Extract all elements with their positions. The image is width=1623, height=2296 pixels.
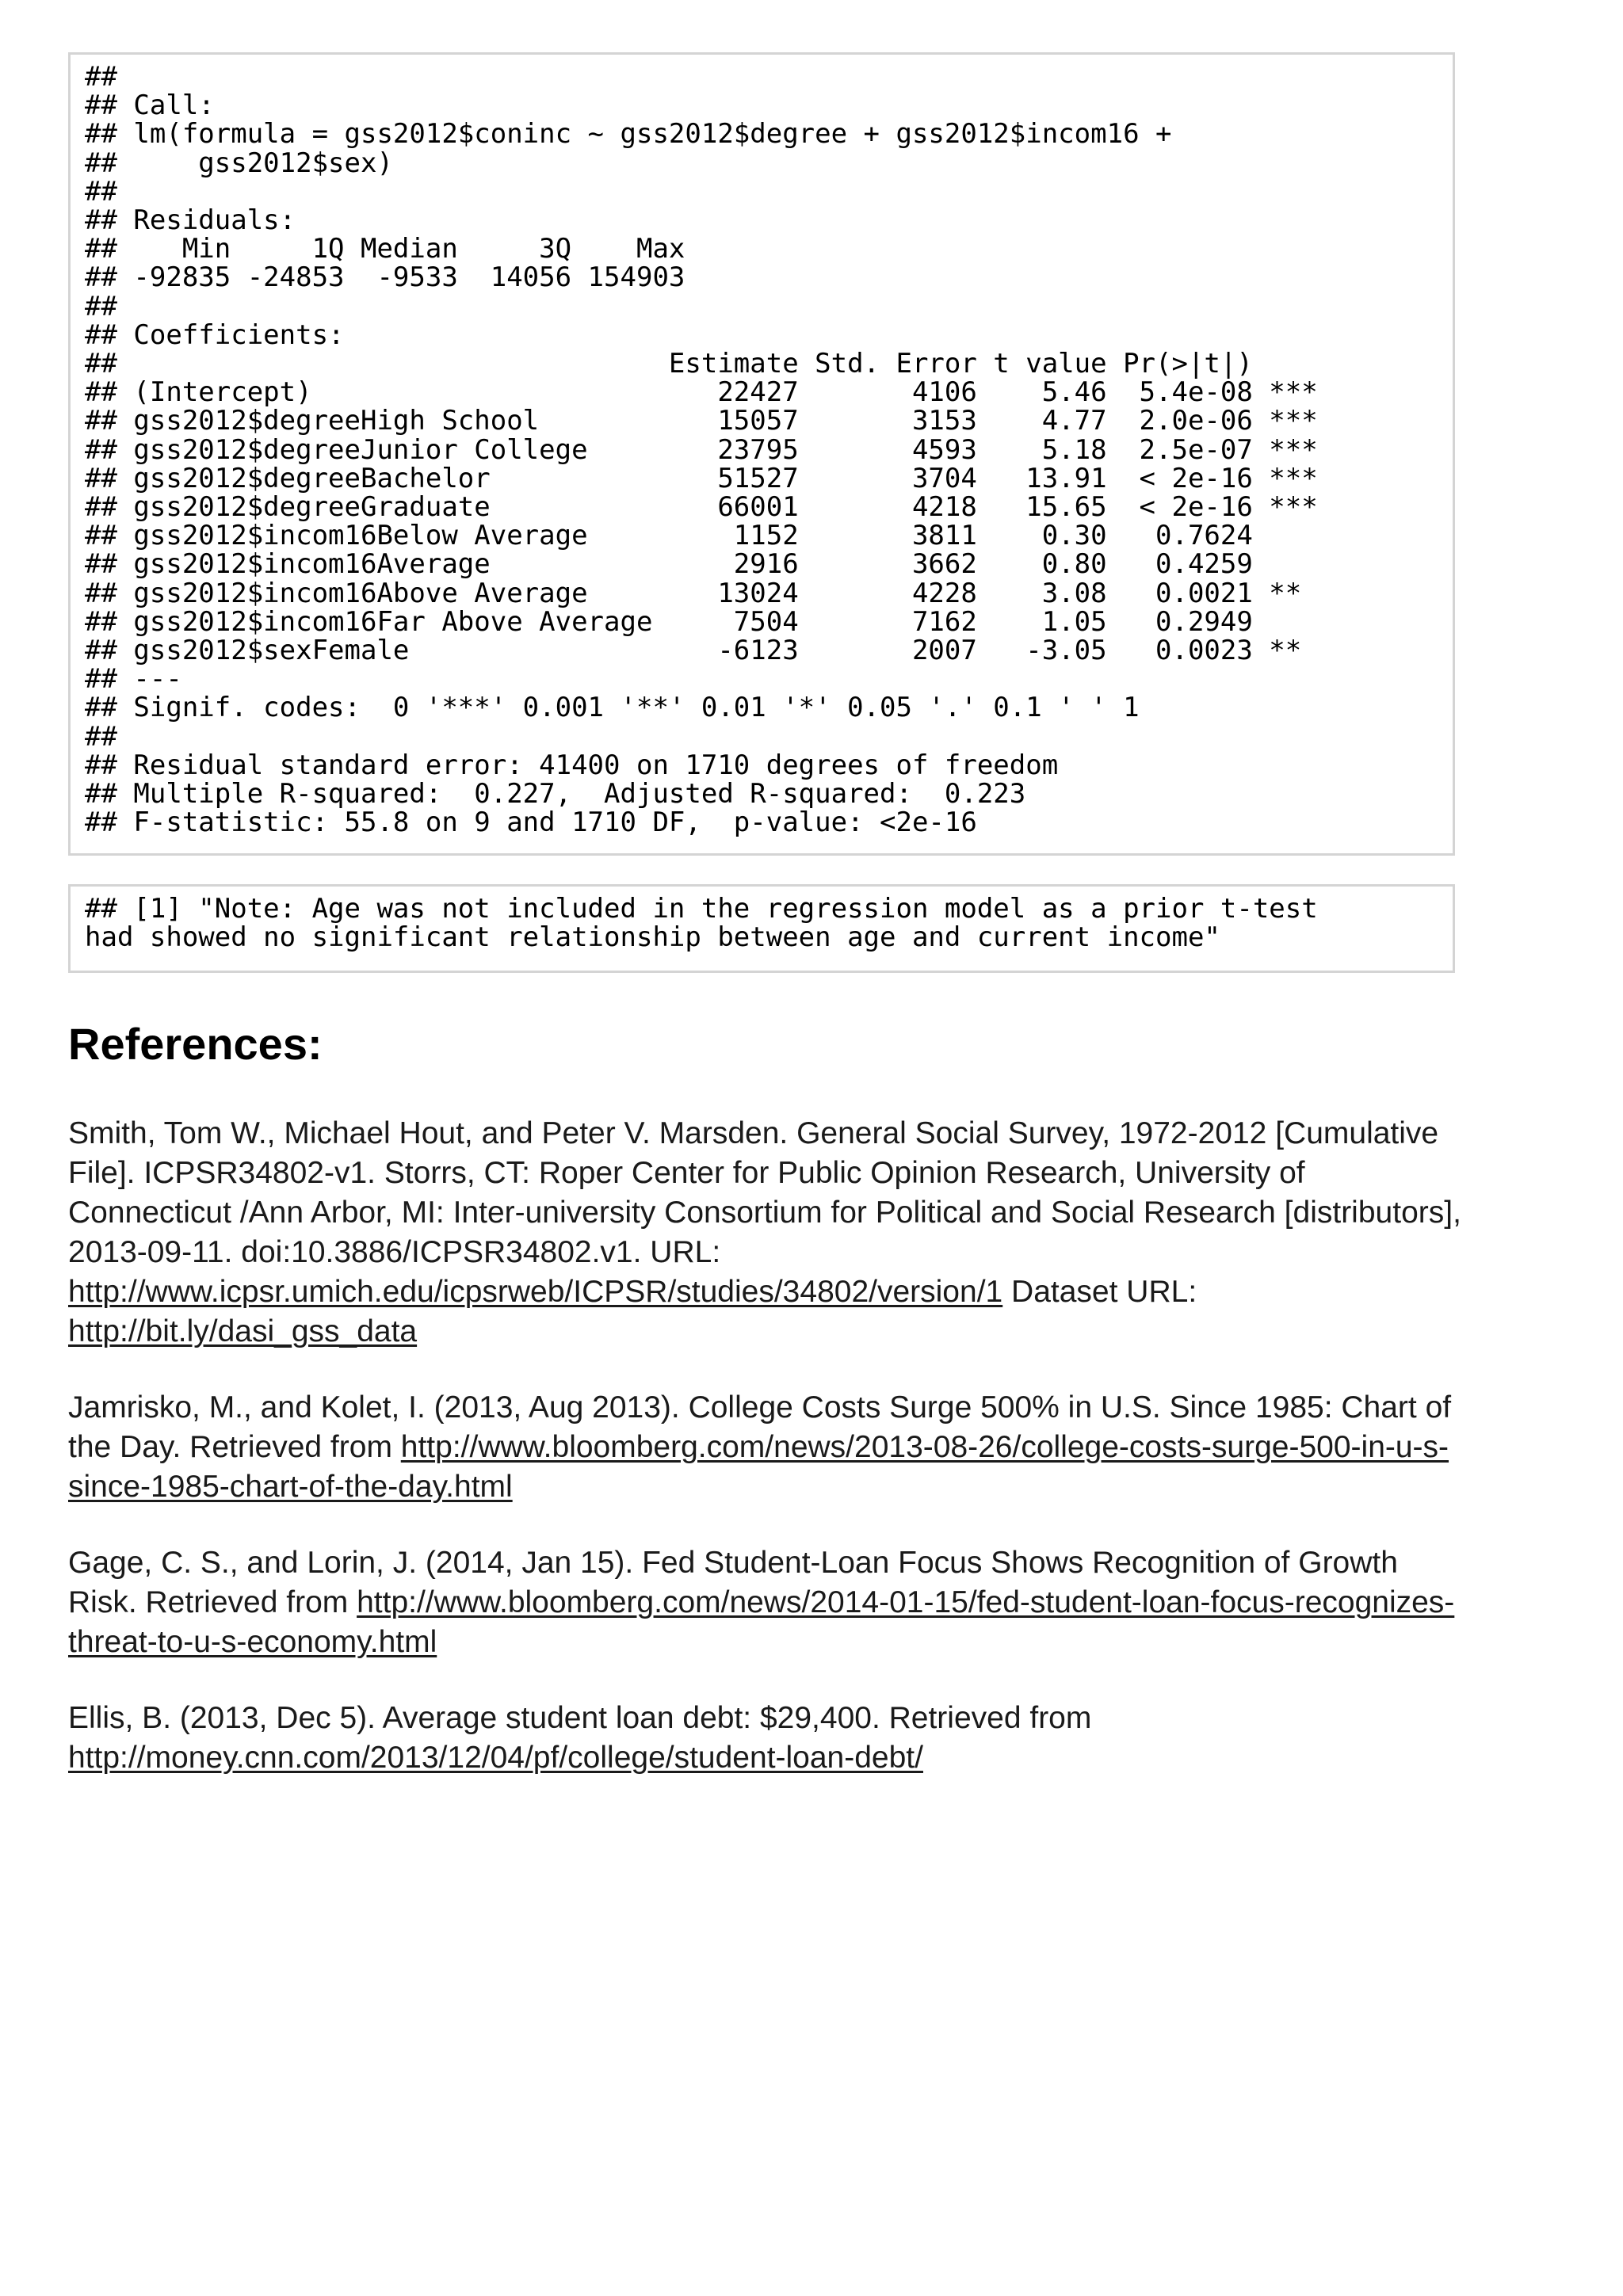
reference-text: Jamrisko, M., and Kolet, I. (2013, Aug 2013). College Costs Surge 500% in U.S. Since 1985: Chart of the Day. Retrieved from: [68, 1390, 1452, 1464]
reference-link-dataset[interactable]: http://bit.ly/dasi_gss_data: [68, 1314, 418, 1348]
reference-link-icpsr[interactable]: http://www.icpsr.umich.edu/icpsrweb/ICPSR/studies/34802/version/1: [68, 1275, 1003, 1309]
reference-text: Dataset URL:: [1002, 1275, 1197, 1309]
reference-ellis: [68, 1699, 1463, 1778]
reference-text: Ellis, B. (2013, Dec 5). Average student loan debt: $29,400. Retrieved from: [68, 1701, 1092, 1735]
reference-link-bloomberg-college-costs[interactable]: http://www.bloomberg.com/news/2013-08-26/college-costs-surge-500-in-u-s-since-1985-chart-of-the-day.html: [68, 1430, 1449, 1504]
document-page: [68, 52, 1461, 1814]
note-output-block: [68, 884, 1455, 973]
regression-output-text: ## ## Call: ## lm(formula = gss2012$coninc ~ gss2012$degree + gss2012$incom16 + ## gss2012$sex) ## ## Residuals: ## Min 1Q Median 3Q Max ## -92835 -24853 -9533 14056 154903 ## ## Coefficients: ## Estimate Std. Error t value Pr(>|t|) ## (Intercept) 22427 4106 5.46 5.4e-08 *** ## gss2012$degreeHigh School 15057 3153 4.77 2.0e-06 *** ## gss2012$degreeJunior College 23795 4593 5.18 2.5e-07 *** ## gss2012$degreeBachelor 51527 3704 13.91 < 2e-16 *** ## gss2012$degreeGraduate 66001 4218 15.65 < 2e-16 *** ## gss2012$incom16Below Average 1152 3811 0.30 0.7624 ## gss2012$incom16Average 2916 3662 0.80 0.4259 ## gss2012$incom16Above Average 13024 4228 3.08 0.0021 ** ## gss2012$incom16Far Above Average 7504 7162 1.05 0.2949 ## gss2012$sexFemale -6123 2007 -3.05 0.0023 ** ## --- ## Signif. codes: 0 '***' 0.001 '**' 0.01 '*' 0.05 '.' 0.1 ' ' 1 ## ## Residual standard error: 41400 on 1710 degrees of freedom ## Multiple R-squared: 0.227, Adjusted R-squared: 0.223 ## F-statistic: 55.8 on 9 and 1710 DF, p-value: <2e-16: [85, 61, 1318, 839]
reference-text: Gage, C. S., and Lorin, J. (2014, Jan 15). Fed Student-Loan Focus Shows Recognition of Growth Risk. Retrieved from: [68, 1546, 1398, 1619]
reference-text: Smith, Tom W., Michael Hout, and Peter V. Marsden. General Social Survey, 1972-2012 [Cumulative File]. ICPSR34802-v1. Storrs, CT: Roper Center for Public Opinion Research, University of Connecticut /Ann Arbor, MI: Inter-university Consortium for Political and Social Research [distributors], 2013-09-11. doi:10.3886/ICPSR34802.v1. URL:: [68, 1116, 1461, 1269]
reference-jamrisko: [68, 1388, 1463, 1507]
reference-link-bloomberg-student-loan[interactable]: http://www.bloomberg.com/news/2014-01-15/fed-student-loan-focus-recognizes-threat-to-u-s-economy.html: [68, 1585, 1455, 1659]
references-heading: References:: [68, 1019, 323, 1069]
reference-smith: [68, 1114, 1463, 1352]
reference-gage: [68, 1543, 1463, 1662]
note-output-text: ## [1] "Note: Age was not included in the regression model as a prior t-test had showed no significant relationship between age and current income": [85, 893, 1318, 954]
regression-output-block: [68, 52, 1455, 856]
references-list: [68, 1114, 1461, 1778]
reference-link-cnn-student-loan-debt[interactable]: http://money.cnn.com/2013/12/04/pf/college/student-loan-debt/: [68, 1741, 923, 1775]
